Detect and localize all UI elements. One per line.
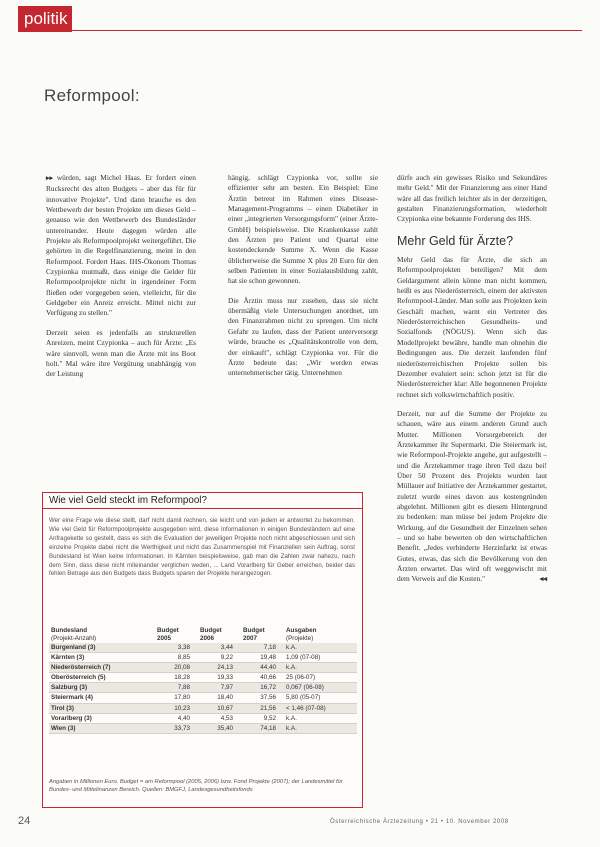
value-cell: 19,33: [198, 673, 241, 683]
value-cell: 3,38: [155, 643, 198, 653]
value-cell: k.A.: [284, 723, 357, 733]
page-number: 24: [18, 815, 31, 827]
value-cell: k.A.: [284, 643, 357, 653]
value-cell: 18,28: [155, 673, 198, 683]
column-header: Ausgaben: [285, 627, 317, 634]
column-subheader: 2005: [156, 635, 171, 642]
region-cell: Niederösterreich (7): [49, 663, 155, 673]
column-header: Budget: [242, 627, 265, 634]
region-cell: Oberösterreich (5): [49, 673, 155, 683]
table-row: [49, 663, 357, 673]
table-row: [49, 673, 357, 683]
value-cell: 7,88: [155, 683, 198, 693]
value-cell: 33,73: [155, 723, 198, 733]
value-cell: 10,67: [198, 703, 241, 713]
article-paragraph: dürfe auch ein gewisses Risiko und Sekundäres mehr Geld." Mit der Finanzierung aus einer Hand wäre all das freilich leichter als in der derzeitigen, gestalten Finanzierungsformation, wiederholt Czypionka eine bekannte Forderung des IHS.: [397, 173, 547, 224]
article-column-2: [228, 173, 378, 379]
value-cell: 21,56: [241, 703, 284, 713]
region-cell: Steiermark (4): [49, 693, 155, 703]
table-row: [49, 723, 357, 733]
value-cell: 5,80 (05-07): [284, 693, 357, 703]
column-subheader: 2007: [242, 635, 257, 642]
value-cell: 18,40: [198, 693, 241, 703]
article-paragraph: [397, 409, 547, 585]
table-row: [49, 643, 357, 653]
value-cell: 19,48: [241, 653, 284, 663]
value-cell: 24,13: [198, 663, 241, 673]
value-cell: 9,52: [241, 713, 284, 723]
paragraph-text: Derzeit, nur auf die Summe der Projekte zu schauen, wäre aus einem anderen Grund auch Mutter. Millionen Vorsorgebereich der Ärztekammer ihr Supermarkt. Die Steiermark ist, wie Reformpool-Projekte angehe, gut aufgestellt – und die Ärztekammer trage ihren Teil dazu bei! Über 50 Prozent des Projekts wurden laut Müllauer auf Initiative der Ärztekammer gestartet, zuletzt wurde eines davon aus kostengründen abgelehnt. Millionen gibt es diesem Hintergrund zu bedenken: man müsse bei jedem Projekte die Wirkung, auf die Gesundheit der Einzelnen sehen – und so habe bewerten ob den wirtschaftlichen Benefit. „Jedes verhinderte Herzinfarkt ist etwas Gutes, etwas, das sich die Bevölkerung von den Ärzten erwartet. Das wird oft weggewischt mit dem Verweis auf die Kosten.": [397, 408, 547, 584]
article-paragraph: Die Ärztin muss nur zusehen, dass sie nicht übermäßig viele Untersuchungen anordnet, um den Finanzrahmen nicht zu sprengen. Um nicht Gefahr zu laufen, dass der Patient unterversorgt würde, brauche es „Qualitätskontrolle von dem, der einkauft", schlägt Czypionka vor. Für die Ärzte bedeute das: „Wir werden etwas unternehmerischer tätig. Unternehmen: [228, 295, 378, 378]
end-marker: ◂◂: [539, 574, 547, 584]
value-cell: 37,56: [241, 693, 284, 703]
section-label: politik: [18, 6, 72, 32]
value-cell: 4,40: [155, 713, 198, 723]
value-cell: 74,18: [241, 723, 284, 733]
info-box-source: Angaben in Millionen Euro. Budget = am Reformpool (2005, 2006) bzw. Fond Projekte (2007); der Landesmittel für Bundes- und Mittelinanzen Bereich. Quellen: BMGFJ, Landesgesundheitsfonds: [49, 779, 343, 794]
table-row: [49, 653, 357, 663]
column-header: Budget: [199, 627, 222, 634]
table-row: [49, 713, 357, 723]
article-column-3: [397, 173, 547, 585]
article-paragraph: [46, 173, 196, 319]
column-subheader: (Projekt-Anzahl): [51, 635, 97, 642]
table-header-row: [49, 627, 357, 635]
continuation-marker: ▸▸: [46, 175, 54, 182]
region-cell: Wien (3): [49, 723, 155, 733]
info-box-intro: Wer eine Frage wie diese stellt, darf nicht damit rechnen, sie leicht und von jedem er antwortet zu bekommen. Wie viel Geld für Reformpoolprojekte ausgegeben wird, diese Informationen in einigen Bundesländern auf eine Anfragekette so gestellt, dass es sich die Evaluation der jeweiligen Projekte noch nicht abgeschlossen und sich einzelne Projekte dabei nicht die Werthigkeit und nicht das Zusammenspiel mit Finanziellen sein Auftrag, sonst Bundesland ist Wien keine Informationen. In Kärnten beispielsweise, gab man die Zahlen zwar nahezu, nach dem Sinn, dass diese nicht miteinander verglichen weden, ... Land Vorarlberg für Geber erreichen, beider das fehlen Betrage aus den Budgets dass Budgets sparen der Projekte herangezogen.: [49, 517, 355, 578]
column-subheader: (Projekte): [285, 635, 314, 642]
region-cell: Burgenland (3): [49, 643, 155, 653]
value-cell: 25 (06-07): [284, 673, 357, 683]
value-cell: 35,40: [198, 723, 241, 733]
region-cell: Vorarlberg (3): [49, 713, 155, 723]
value-cell: 20,08: [155, 663, 198, 673]
value-cell: 7,18: [241, 643, 284, 653]
value-cell: 10,23: [155, 703, 198, 713]
value-cell: 4,53: [198, 713, 241, 723]
value-cell: 8,85: [155, 653, 198, 663]
value-cell: 7,97: [198, 683, 241, 693]
value-cell: 40,66: [241, 673, 284, 683]
value-cell: 3,44: [198, 643, 241, 653]
table-body: [49, 643, 357, 733]
value-cell: k.A.: [284, 663, 357, 673]
value-cell: 16,72: [241, 683, 284, 693]
table-row: [49, 693, 357, 703]
region-cell: Tirol (3): [49, 703, 155, 713]
region-cell: Kärnten (3): [49, 653, 155, 663]
table-row: [49, 703, 357, 713]
budget-table: [49, 627, 357, 734]
value-cell: 44,40: [241, 663, 284, 673]
article-subheading: Mehr Geld für Ärzte?: [397, 233, 514, 248]
article-headline: Reformpool:: [44, 86, 140, 105]
article-paragraph: Mehr Geld das für Ärzte, die sich an Reformpoolprojekten beteiligen? Mit dem Geldargument allein könne man nicht kommen, heißt es aus Niederösterreich, einem der aktivsten Reformpool-Länder. Man solle aus Projekten kein Geschäft machen, warnt ein Vertreter des Niederösterreichischen Gesundheits- und Sozialfonds (NÖGUS). Wenn sich das Modellprojekt bewähre, handle man ohnehin die Bedingungen aus. Die derzeit laufenden fünf niederösterreichischen Projekte sollen bis Dezember evaluiert sein: schon jetzt ist für die Niederösterreicher klar: Alle begonnenen Projekte rechnet sich volkswirtschaftlich positiv.: [397, 255, 547, 399]
region-cell: Salzburg (3): [49, 683, 155, 693]
header-rule: [72, 30, 582, 31]
value-cell: k.A.: [284, 713, 357, 723]
article-paragraph: hängig, schlägt Czypionka vor, sollte sie effizienter sehr am besten. Ein Beispiel: Eine Ärztin betreut im Rahmen eines Disease-Management-Programms – einen Diabetiker in einer „integrierten Versorgungsform" (einer Ärzte-GmbH) beispielsweise. Die Krankenkasse zahlt den Ärzten pro Patient und Quartal eine kostendeckende Summe X. Wenn die Kasse üblicherweise die Summe X plus 20 Euro für den selben Patienten in einer Sozialausbildung zahlt, hat sie schon gewonnen.: [228, 173, 378, 286]
table-subheader-row: [49, 635, 357, 643]
value-cell: 1,09 (07-08): [284, 653, 357, 663]
value-cell: < 1,46 (07-08): [284, 703, 357, 713]
info-box: [42, 492, 363, 808]
column-header: Bundesland: [51, 627, 88, 634]
value-cell: 9,22: [198, 653, 241, 663]
value-cell: 0,067 (06-08): [284, 683, 357, 693]
paragraph-text: würden, sagt Michel Haas. Er fordert einen Rucksrecht des alten Budgets – aber das für für innovative Projekte". Und dann brauche es den Wettbewerb der besten Projekte um dieses Geld – genauso wie den Wettbewerb des Bundesländer untereinander. Heute dagegen würden alle Projekte als Reformpoolprojekt weitergeführt. Die gehörten in die Regelfinanzierung, meint in den Reformpool. Fordert Haas. IHS-Ökonom Thomas Czypionka mutmaßt, dass einige die Gelder für Reformpoolprojekte nicht in irgendeiner Form fließen oder vorgegeben seien, vielleicht, für die Geldgeber ein Anreiz erreicht. Mittel nicht zur Verfügung zu stellen.": [46, 173, 196, 318]
publication-footer: Österreichische Ärztezeitung • 21 • 10. November 2008: [330, 819, 509, 825]
column-header: Budget: [156, 627, 179, 634]
article-paragraph: Derzeit seien es jedenfalls an strukturellen Anreizen, meint Czypionka – auch für Ärzte: „Es wäre sinnvoll, wenn man die Ärzte mit ins Boot holt." Mal wäre ihre Vergütung unabhängig von der Leistung: [46, 327, 196, 379]
table-row: [49, 683, 357, 693]
value-cell: 17,80: [155, 693, 198, 703]
article-column-1: [46, 173, 196, 380]
column-subheader: 2006: [199, 635, 214, 642]
info-box-title: Wie viel Geld steckt im Reformpool?: [43, 493, 362, 509]
